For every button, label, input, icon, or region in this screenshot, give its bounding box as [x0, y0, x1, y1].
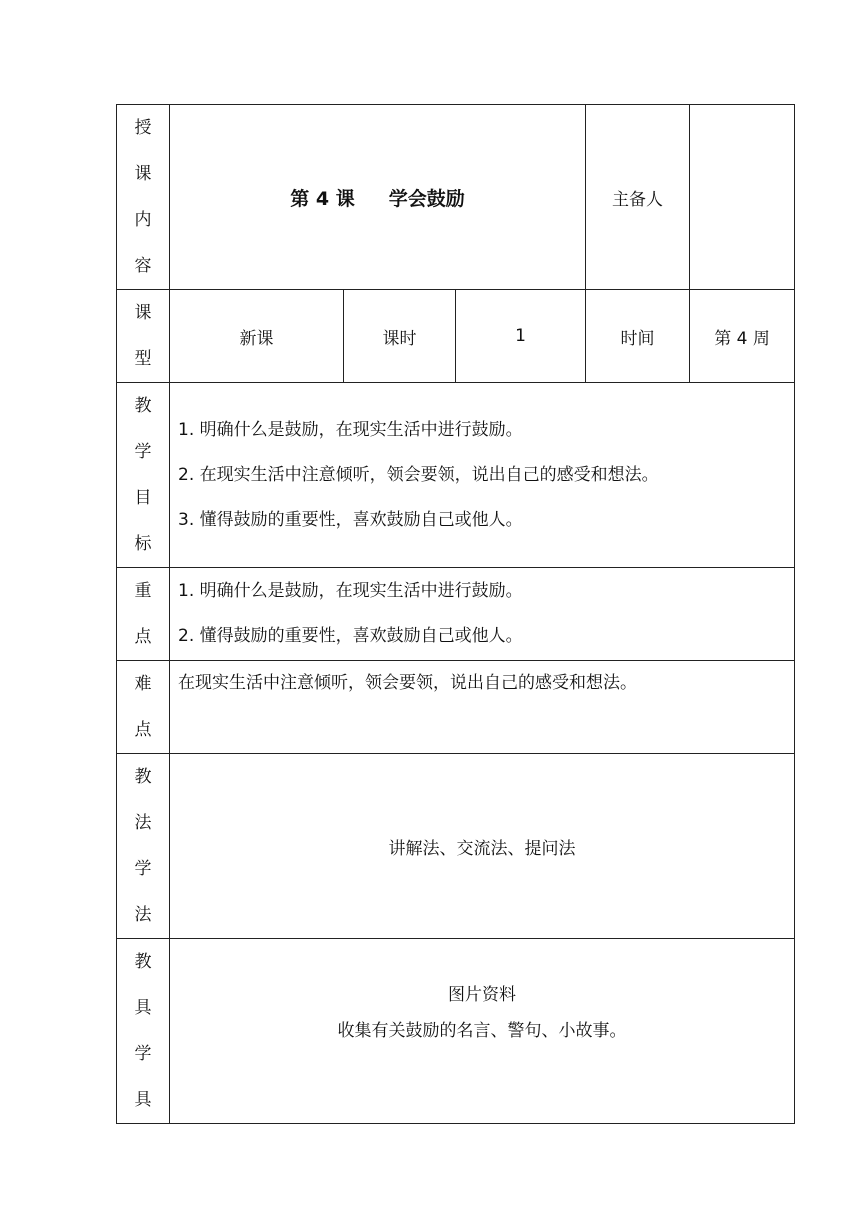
label-methods: 教 法 学 法 — [117, 754, 170, 939]
row-objectives — [117, 383, 795, 568]
preparer-label: 主备人 — [586, 105, 690, 290]
time-label: 时间 — [586, 290, 690, 383]
lesson-title — [170, 105, 586, 290]
label-difficulties: 难 点 — [117, 661, 170, 754]
lesson-plan-table — [116, 104, 795, 1124]
objectives-list — [170, 383, 795, 568]
period-label: 课时 — [344, 290, 456, 383]
label-content: 授 课 内 容 — [117, 105, 170, 290]
row-methods — [117, 754, 795, 939]
objective-item: 2. 在现实生活中注意倾听，领会要领，说出自己的感受和想法。 — [178, 464, 659, 485]
type-value: 新课 — [170, 290, 344, 383]
materials-list — [170, 939, 795, 1124]
row-materials — [117, 939, 795, 1124]
time-value: 第 4 周 — [690, 290, 795, 383]
period-value: 1 — [456, 290, 586, 383]
row-type — [117, 290, 795, 383]
lesson-number: 第 4 课 — [290, 187, 355, 210]
key-points-list — [170, 568, 795, 661]
difficulties-text: 在现实生活中注意倾听，领会要领，说出自己的感受和想法。 — [170, 661, 795, 754]
label-materials: 教 具 学 具 — [117, 939, 170, 1124]
objective-item: 3. 懂得鼓励的重要性，喜欢鼓励自己或他人。 — [178, 509, 523, 530]
key-point-item: 2. 懂得鼓励的重要性，喜欢鼓励自己或他人。 — [178, 626, 523, 646]
row-difficulties — [117, 661, 795, 754]
methods-text: 讲解法、交流法、提问法 — [170, 754, 795, 939]
row-key-points — [117, 568, 795, 661]
row-content — [117, 105, 795, 290]
label-objectives: 教 学 目 标 — [117, 383, 170, 568]
material-item: 收集有关鼓励的名言、警句、小故事。 — [337, 1021, 627, 1041]
objective-item: 1. 明确什么是鼓励，在现实生活中进行鼓励。 — [178, 419, 523, 440]
lesson-name: 学会鼓励 — [388, 187, 465, 210]
label-type: 课 型 — [117, 290, 170, 383]
material-item: 图片资料 — [448, 985, 516, 1005]
label-key-points: 重 点 — [117, 568, 170, 661]
key-point-item: 1. 明确什么是鼓励，在现实生活中进行鼓励。 — [178, 581, 523, 601]
preparer-value — [690, 105, 795, 290]
